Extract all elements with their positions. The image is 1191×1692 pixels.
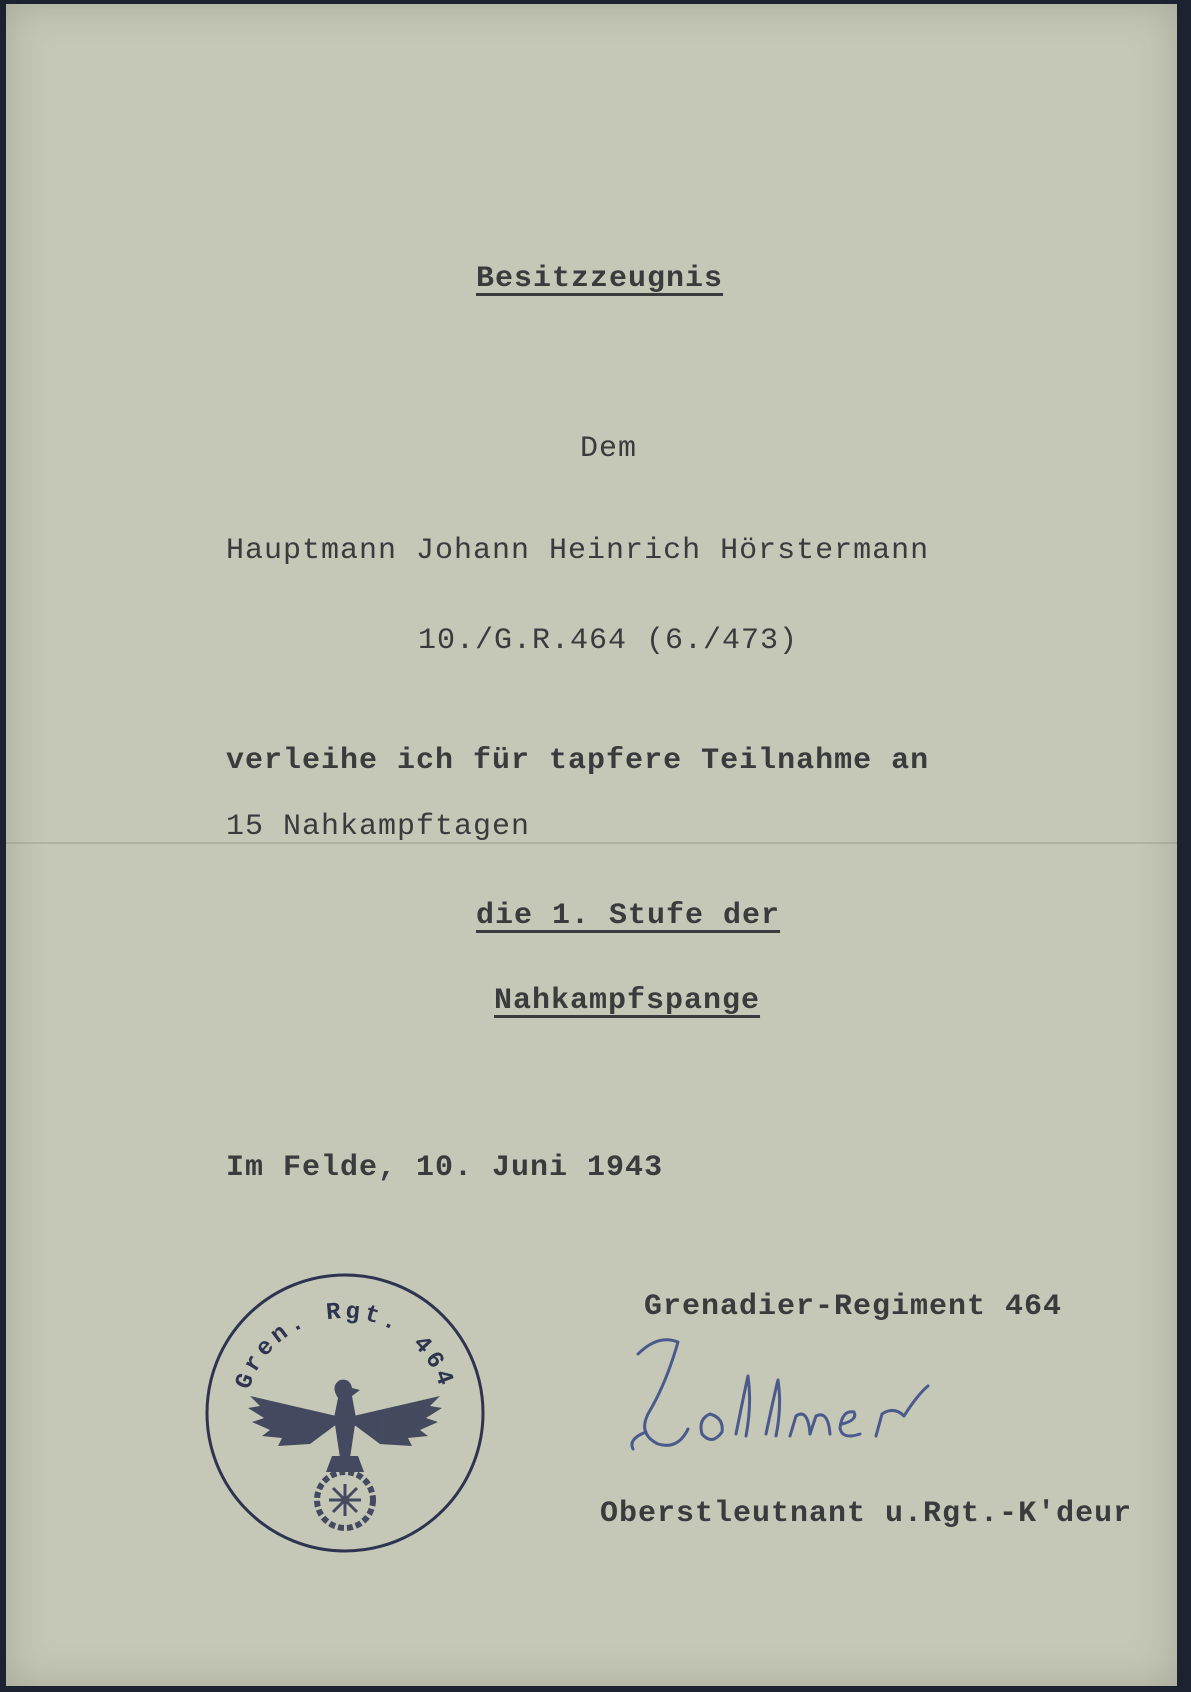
- certificate-sheet: [6, 4, 1177, 1686]
- svg-text:Gren. Rgt. 464: [231, 1299, 459, 1393]
- place-date: Im Felde, 10. Juni 1943: [226, 1151, 664, 1185]
- award-statement: verleihe ich für tapfere Teilnahme an: [226, 744, 930, 778]
- signer-rank: Oberstleutnant u.Rgt.-K'deur: [600, 1497, 1133, 1531]
- award-name: Nahkampfspange: [494, 984, 761, 1018]
- handwritten-signature: [618, 1324, 978, 1484]
- recipient-unit: 10./G.R.464 (6./473): [418, 624, 799, 658]
- stamp-lettering: Gren. Rgt. 464: [230, 1298, 460, 1394]
- combat-days: 15 Nahkampftagen: [226, 810, 531, 844]
- recipient-name: Hauptmann Johann Heinrich Hörstermann: [226, 534, 930, 568]
- fold-crease: [6, 842, 1177, 844]
- eagle-emblem-icon: [248, 1380, 442, 1528]
- issuing-unit: Grenadier-Regiment 464: [644, 1290, 1063, 1324]
- award-level: die 1. Stufe der: [476, 899, 781, 933]
- recipient-intro: Dem: [580, 432, 638, 466]
- official-stamp: [200, 1268, 490, 1558]
- document-title: Besitzzeugnis: [476, 262, 724, 296]
